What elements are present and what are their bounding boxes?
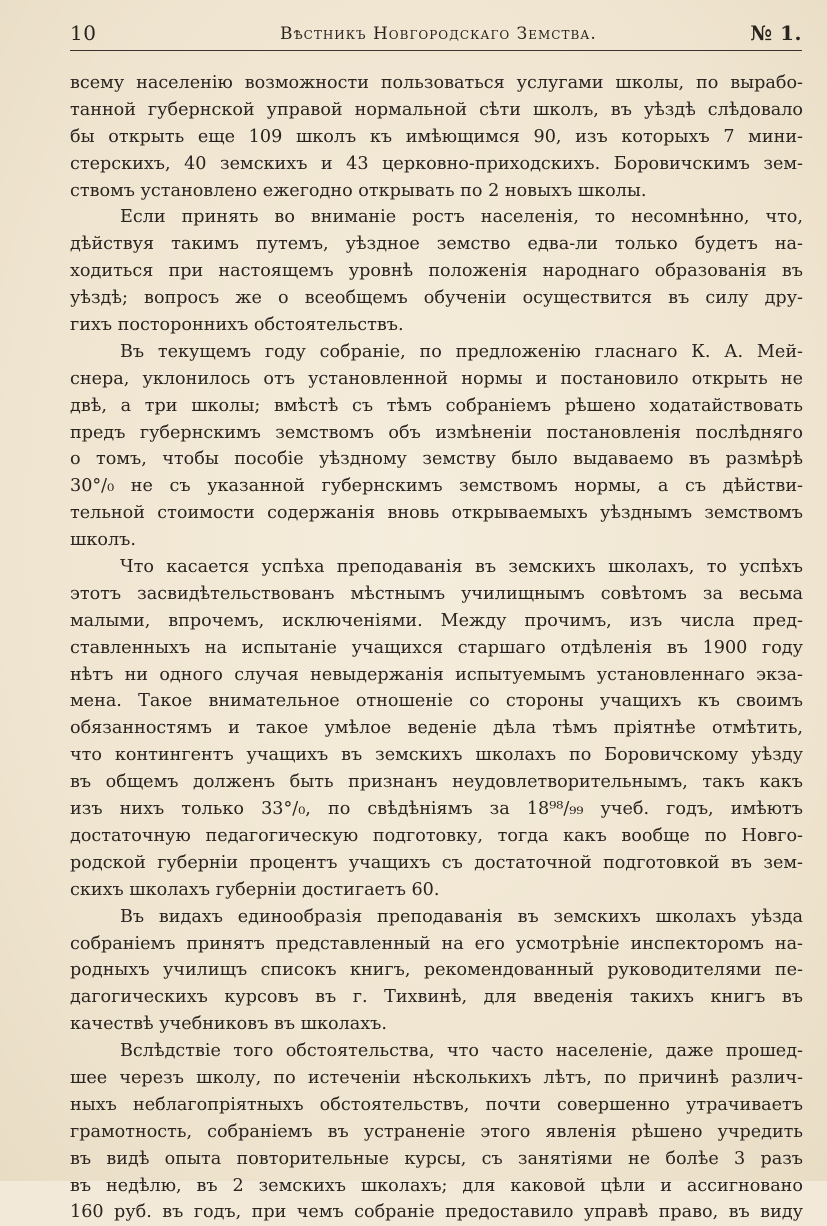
text-line: ходиться при настоящемъ уровнѣ положенія народнаго образованія въ	[70, 261, 803, 282]
text-line: грамотность, собраніемъ въ устраненіе этого явленія рѣшено учредить	[70, 1121, 803, 1142]
text-line: изъ нихъ только 33°/₀, по свѣдѣніямъ за 18⁹⁸/₉₉ учеб. годъ, имѣютъ	[70, 799, 803, 820]
text-line: мена. Такое внимательное отношеніе со стороны учащихъ къ своимъ	[70, 691, 803, 712]
text-line: этотъ засвидѣтельствованъ мѣстнымъ училищнымъ совѣтомъ за весьма	[70, 583, 803, 604]
text-line: всему населенію возможности пользоваться услугами школы, по вырабо-	[70, 73, 803, 93]
text-line: Вслѣдствіе того обстоятельства, что часто населеніе, даже прошед-	[120, 1041, 803, 1062]
text-line: родныхъ училищъ списокъ книгъ, рекомендованный руководителями пе-	[70, 960, 803, 981]
body-text	[70, 70, 803, 1226]
running-title: Вѣстникъ Новгородскаго Земства.	[280, 24, 597, 44]
text-line: качествѣ учебниковъ въ школахъ.	[70, 1014, 387, 1035]
text-line: Что касается успѣха преподаванія въ земскихъ школахъ, то успѣхъ	[120, 557, 803, 578]
text-line: обязанностямъ и такое умѣлое веденіе дѣла тѣмъ пріятнѣе отмѣтить,	[70, 718, 803, 739]
text-line: въ видѣ опыта повторительные курсы, съ занятіями не болѣе 3 разъ	[70, 1148, 803, 1169]
text-line: предъ губернскимъ земствомъ объ измѣненіи постановленія послѣдняго	[70, 422, 803, 443]
text-line: гихъ постороннихъ обстоятельствъ.	[70, 315, 404, 336]
text-line: Въ текущемъ году собраніе, по предложенію гласнаго К. А. Мей-	[120, 341, 803, 362]
text-line: въ общемъ долженъ быть признанъ неудовлетворительнымъ, такъ какъ	[70, 772, 803, 793]
text-line: въ недѣлю, въ 2 земскихъ школахъ; для каковой цѣли и ассигновано	[70, 1175, 803, 1196]
text-line: нѣтъ ни одного случая невыдержанія испытуемымъ установленнаго экза-	[70, 664, 803, 685]
text-line: танной губернской управой нормальной сѣти школъ, въ уѣздѣ слѣдовало	[70, 99, 803, 120]
text-line: что контингентъ учащихъ въ земскихъ школахъ по Боровичскому уѣзду	[70, 745, 803, 766]
text-line: тельной стоимости содержанія вновь открываемыхъ уѣзднымъ земствомъ	[70, 503, 803, 524]
text-line: о томъ, чтобы пособіе уѣздному земству было выдаваемо въ размѣрѣ	[70, 449, 803, 470]
text-line: бы открыть еще 109 школъ къ имѣющимся 90, изъ которыхъ 7 мини-	[70, 126, 803, 147]
text-line: 160 руб. въ годъ, при чемъ собраніе предоставило управѣ право, въ виду	[70, 1202, 803, 1223]
text-line: дагогическихъ курсовъ въ г. Тихвинѣ, для введенія такихъ книгъ въ	[70, 987, 803, 1008]
text-line: ныхъ неблагопріятныхъ обстоятельствъ, почти совершенно утрачиваетъ	[70, 1094, 803, 1115]
text-line: дѣйствуя такимъ путемъ, уѣздное земство едва-ли только будетъ на-	[70, 234, 803, 255]
text-line: родской губерніи процентъ учащихъ съ достаточной подготовкой въ зем-	[70, 852, 803, 873]
text-line: Въ видахъ единообразія преподаванія въ земскихъ школахъ уѣзда	[120, 906, 803, 927]
text-line: 30°/₀ не съ указанной губернскимъ земствомъ нормы, а съ дѣйстви-	[70, 476, 803, 497]
text-line: достаточную педагогическую подготовку, тогда какъ вообще по Новго-	[70, 825, 803, 846]
text-line: ствомъ установлено ежегодно открывать по 2 новыхъ школы.	[70, 180, 647, 201]
text-line: уѣздѣ; вопросъ же о всеобщемъ обученіи осуществится въ силу дру-	[70, 288, 803, 309]
text-line: скихъ школахъ губерніи достигаетъ 60.	[70, 879, 440, 900]
text-line: школъ.	[70, 530, 136, 551]
text-line: ставленныхъ на испытаніе учащихся старшаго отдѣленія въ 1900 году	[70, 637, 803, 658]
text-line: двѣ, а три школы; вмѣстѣ съ тѣмъ собраніемъ рѣшено ходатайствовать	[70, 395, 803, 416]
text-line: снера, уклонилось отъ установленной нормы и постановило открыть не	[70, 368, 803, 389]
page-number: 10	[70, 21, 97, 45]
issue-number: № 1.	[750, 21, 802, 45]
page-header	[70, 20, 802, 51]
text-line: Если принять во вниманіе ростъ населенія, то несомнѣнно, что,	[120, 207, 803, 228]
text-line: малыми, впрочемъ, исключеніями. Между прочимъ, изъ числа пред-	[70, 610, 803, 631]
text-line: шее черезъ школу, по истеченіи нѣсколькихъ лѣтъ, по причинѣ различ-	[70, 1067, 803, 1088]
text-line: собраніемъ принятъ представленный на его усмотрѣніе инспекторомъ на-	[70, 933, 803, 954]
text-line: стерскихъ, 40 земскихъ и 43 церковно-приходскихъ. Боровичскимъ зем-	[70, 153, 803, 174]
